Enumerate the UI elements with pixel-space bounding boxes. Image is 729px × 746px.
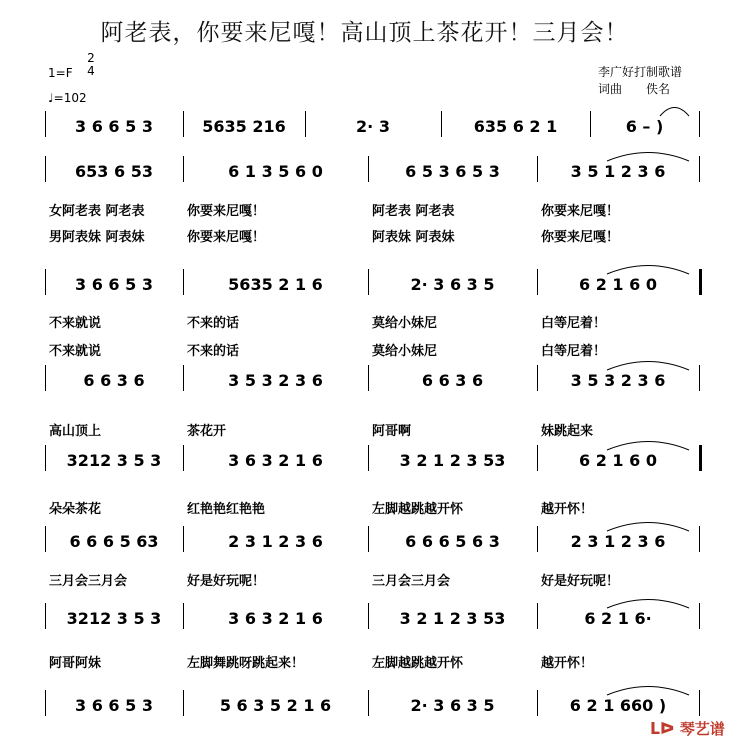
- logo-text: 琴艺谱: [679, 720, 725, 738]
- measure: 6 5 3 6 5 3: [405, 161, 500, 181]
- lyric-segment: 好是好玩呢！: [187, 573, 266, 589]
- lyric-segment: 三月会三月会: [372, 573, 451, 589]
- site-logo: [650, 718, 725, 739]
- lyric-segment: 阿老表 阿老表: [372, 203, 455, 219]
- bar-line: [590, 111, 591, 137]
- bar-line: [368, 603, 369, 629]
- lyric-segment: 三月会三月会: [49, 573, 128, 589]
- lyric-segment: 红艳艳红艳艳: [187, 501, 266, 517]
- lyric-segment: 左脚舞跳呀跳起来！: [187, 655, 305, 671]
- measure: 3 5 3 2 3 6: [228, 370, 323, 390]
- lyric-segment: 莫给小妹尼: [372, 343, 438, 359]
- bar-line: [183, 526, 184, 552]
- measure: 6 – ): [625, 116, 664, 136]
- bar-line: [368, 365, 369, 391]
- measure: 2· 3 6 3 5: [410, 695, 495, 715]
- bar-line: [45, 526, 46, 552]
- bar-line: [699, 445, 702, 471]
- bar-line: [45, 156, 46, 182]
- measure: 6 2 1 6 0: [579, 274, 657, 294]
- lyric-segment: 你要来尼嘎！: [187, 229, 266, 245]
- measure: 3 2 1 2 3 53: [399, 450, 506, 470]
- measure: 653 6 53: [75, 161, 153, 181]
- key-signature: 1=F: [48, 66, 73, 80]
- lyric-segment: 越开怀！: [541, 501, 594, 517]
- bar-line: [368, 526, 369, 552]
- lyric-segment: 左脚越跳越开怀: [372, 501, 464, 517]
- measure: 6 2 1 6 0: [579, 450, 657, 470]
- measure: 6 6 3 6: [421, 370, 484, 390]
- lyric-segment: 不来的话: [187, 315, 240, 331]
- bar-line: [537, 445, 538, 471]
- bar-line: [183, 603, 184, 629]
- time-signature: [84, 52, 98, 78]
- measure: 5635 2 1 6: [228, 274, 323, 294]
- slur-mark: [660, 103, 689, 117]
- lyric-segment: 左脚越跳越开怀: [372, 655, 464, 671]
- lyric-segment: 不来就说: [49, 315, 102, 331]
- bar-line: [537, 526, 538, 552]
- bar-line: [368, 445, 369, 471]
- lyric-segment: 不来的话: [187, 343, 240, 359]
- measure: 2· 3: [356, 116, 390, 136]
- measure: 3 6 6 5 3: [75, 274, 153, 294]
- measure: 6 6 3 6: [83, 370, 145, 390]
- bar-line: [183, 111, 184, 137]
- bar-line: [45, 269, 46, 295]
- slur-mark: [607, 437, 689, 451]
- measure: 5 6 3 5 2 1 6: [219, 695, 332, 715]
- lyric-segment: 你要来尼嘎！: [541, 229, 620, 245]
- bar-line: [537, 690, 538, 716]
- transcriber-credit: 李广好打制歌谱: [598, 65, 683, 79]
- bar-line: [183, 156, 184, 182]
- lyric-segment: 男阿表妹 阿表妹: [49, 229, 145, 245]
- slur-mark: [607, 148, 689, 162]
- bar-line: [183, 445, 184, 471]
- bar-line: [699, 269, 702, 295]
- lyric-segment: 白等尼着！: [541, 343, 607, 359]
- logo-icon: ᒪᐅ: [650, 719, 675, 738]
- measure: 5635 216: [202, 116, 286, 136]
- bar-line: [368, 156, 369, 182]
- measure: 2 3 1 2 3 6: [570, 531, 666, 551]
- measure: 3212 3 5 3: [66, 450, 162, 470]
- lyric-segment: 茶花开: [187, 423, 227, 439]
- lyric-segment: 妹跳起来: [541, 423, 594, 439]
- measure: 3212 3 5 3: [66, 608, 162, 628]
- measure: 6 1 3 5 6 0: [228, 161, 323, 181]
- measure: 3 6 3 2 1 6: [228, 450, 323, 470]
- bar-line: [368, 269, 369, 295]
- bar-line: [45, 603, 46, 629]
- meter-top: 2: [87, 51, 95, 65]
- bar-line: [45, 111, 46, 137]
- bar-line: [45, 445, 46, 471]
- lyric-segment: 朵朵茶花: [49, 501, 102, 517]
- bar-line: [305, 111, 306, 137]
- lyric-segment: 阿表妹 阿表妹: [372, 229, 455, 245]
- measure: 2· 3 6 3 5: [410, 274, 495, 294]
- lyric-segment: 高山顶上: [49, 423, 102, 439]
- bar-line: [183, 269, 184, 295]
- bar-line: [537, 156, 538, 182]
- bar-line: [699, 111, 700, 137]
- lyric-segment: 好是好玩呢！: [541, 573, 620, 589]
- bar-line: [699, 526, 700, 552]
- song-title: 阿老表，你要来尼嘎！高山顶上茶花开！三月会！: [100, 20, 629, 46]
- tempo-marking: ♩=102: [48, 91, 87, 105]
- measure: 3 6 6 5 3: [75, 116, 153, 136]
- slur-mark: [607, 261, 689, 275]
- measure: 6 2 1 6·: [584, 608, 652, 628]
- measure: 6 6 6 5 63: [69, 531, 159, 551]
- bar-line: [183, 690, 184, 716]
- lyric-segment: 阿哥啊: [372, 423, 412, 439]
- measure: 3 5 1 2 3 6: [570, 161, 666, 181]
- slur-mark: [607, 595, 689, 609]
- lyric-segment: 阿哥阿妹: [49, 655, 102, 671]
- slur-mark: [607, 357, 689, 371]
- lyric-segment: 白等尼着！: [541, 315, 607, 331]
- measure: 3 2 1 2 3 53: [399, 608, 506, 628]
- measure: 2 3 1 2 3 6: [228, 531, 323, 551]
- bar-line: [699, 690, 700, 716]
- bar-line: [183, 365, 184, 391]
- meter-bottom: 4: [87, 64, 95, 78]
- measure: 3 6 3 2 1 6: [228, 608, 323, 628]
- composer-credit: 词曲 佚名: [598, 82, 671, 96]
- bar-line: [45, 690, 46, 716]
- measure: 6 2 1 660 ): [569, 695, 667, 715]
- bar-line: [441, 111, 442, 137]
- bar-line: [699, 365, 700, 391]
- measure: 3 6 6 5 3: [75, 695, 153, 715]
- bar-line: [699, 156, 700, 182]
- lyric-segment: 你要来尼嘎！: [541, 203, 620, 219]
- bar-line: [537, 603, 538, 629]
- bar-line: [537, 365, 538, 391]
- bar-line: [537, 269, 538, 295]
- lyric-segment: 不来就说: [49, 343, 102, 359]
- bar-line: [368, 690, 369, 716]
- measure: 635 6 2 1: [473, 116, 558, 136]
- lyric-segment: 越开怀！: [541, 655, 594, 671]
- bar-line: [45, 365, 46, 391]
- slur-mark: [607, 682, 689, 696]
- lyric-segment: 莫给小妹尼: [372, 315, 438, 331]
- slur-mark: [607, 518, 689, 532]
- measure: 3 5 3 2 3 6: [570, 370, 666, 390]
- measure: 6 6 6 5 6 3: [405, 531, 500, 551]
- lyric-segment: 你要来尼嘎！: [187, 203, 266, 219]
- lyric-segment: 女阿老表 阿老表: [49, 203, 145, 219]
- bar-line: [699, 603, 700, 629]
